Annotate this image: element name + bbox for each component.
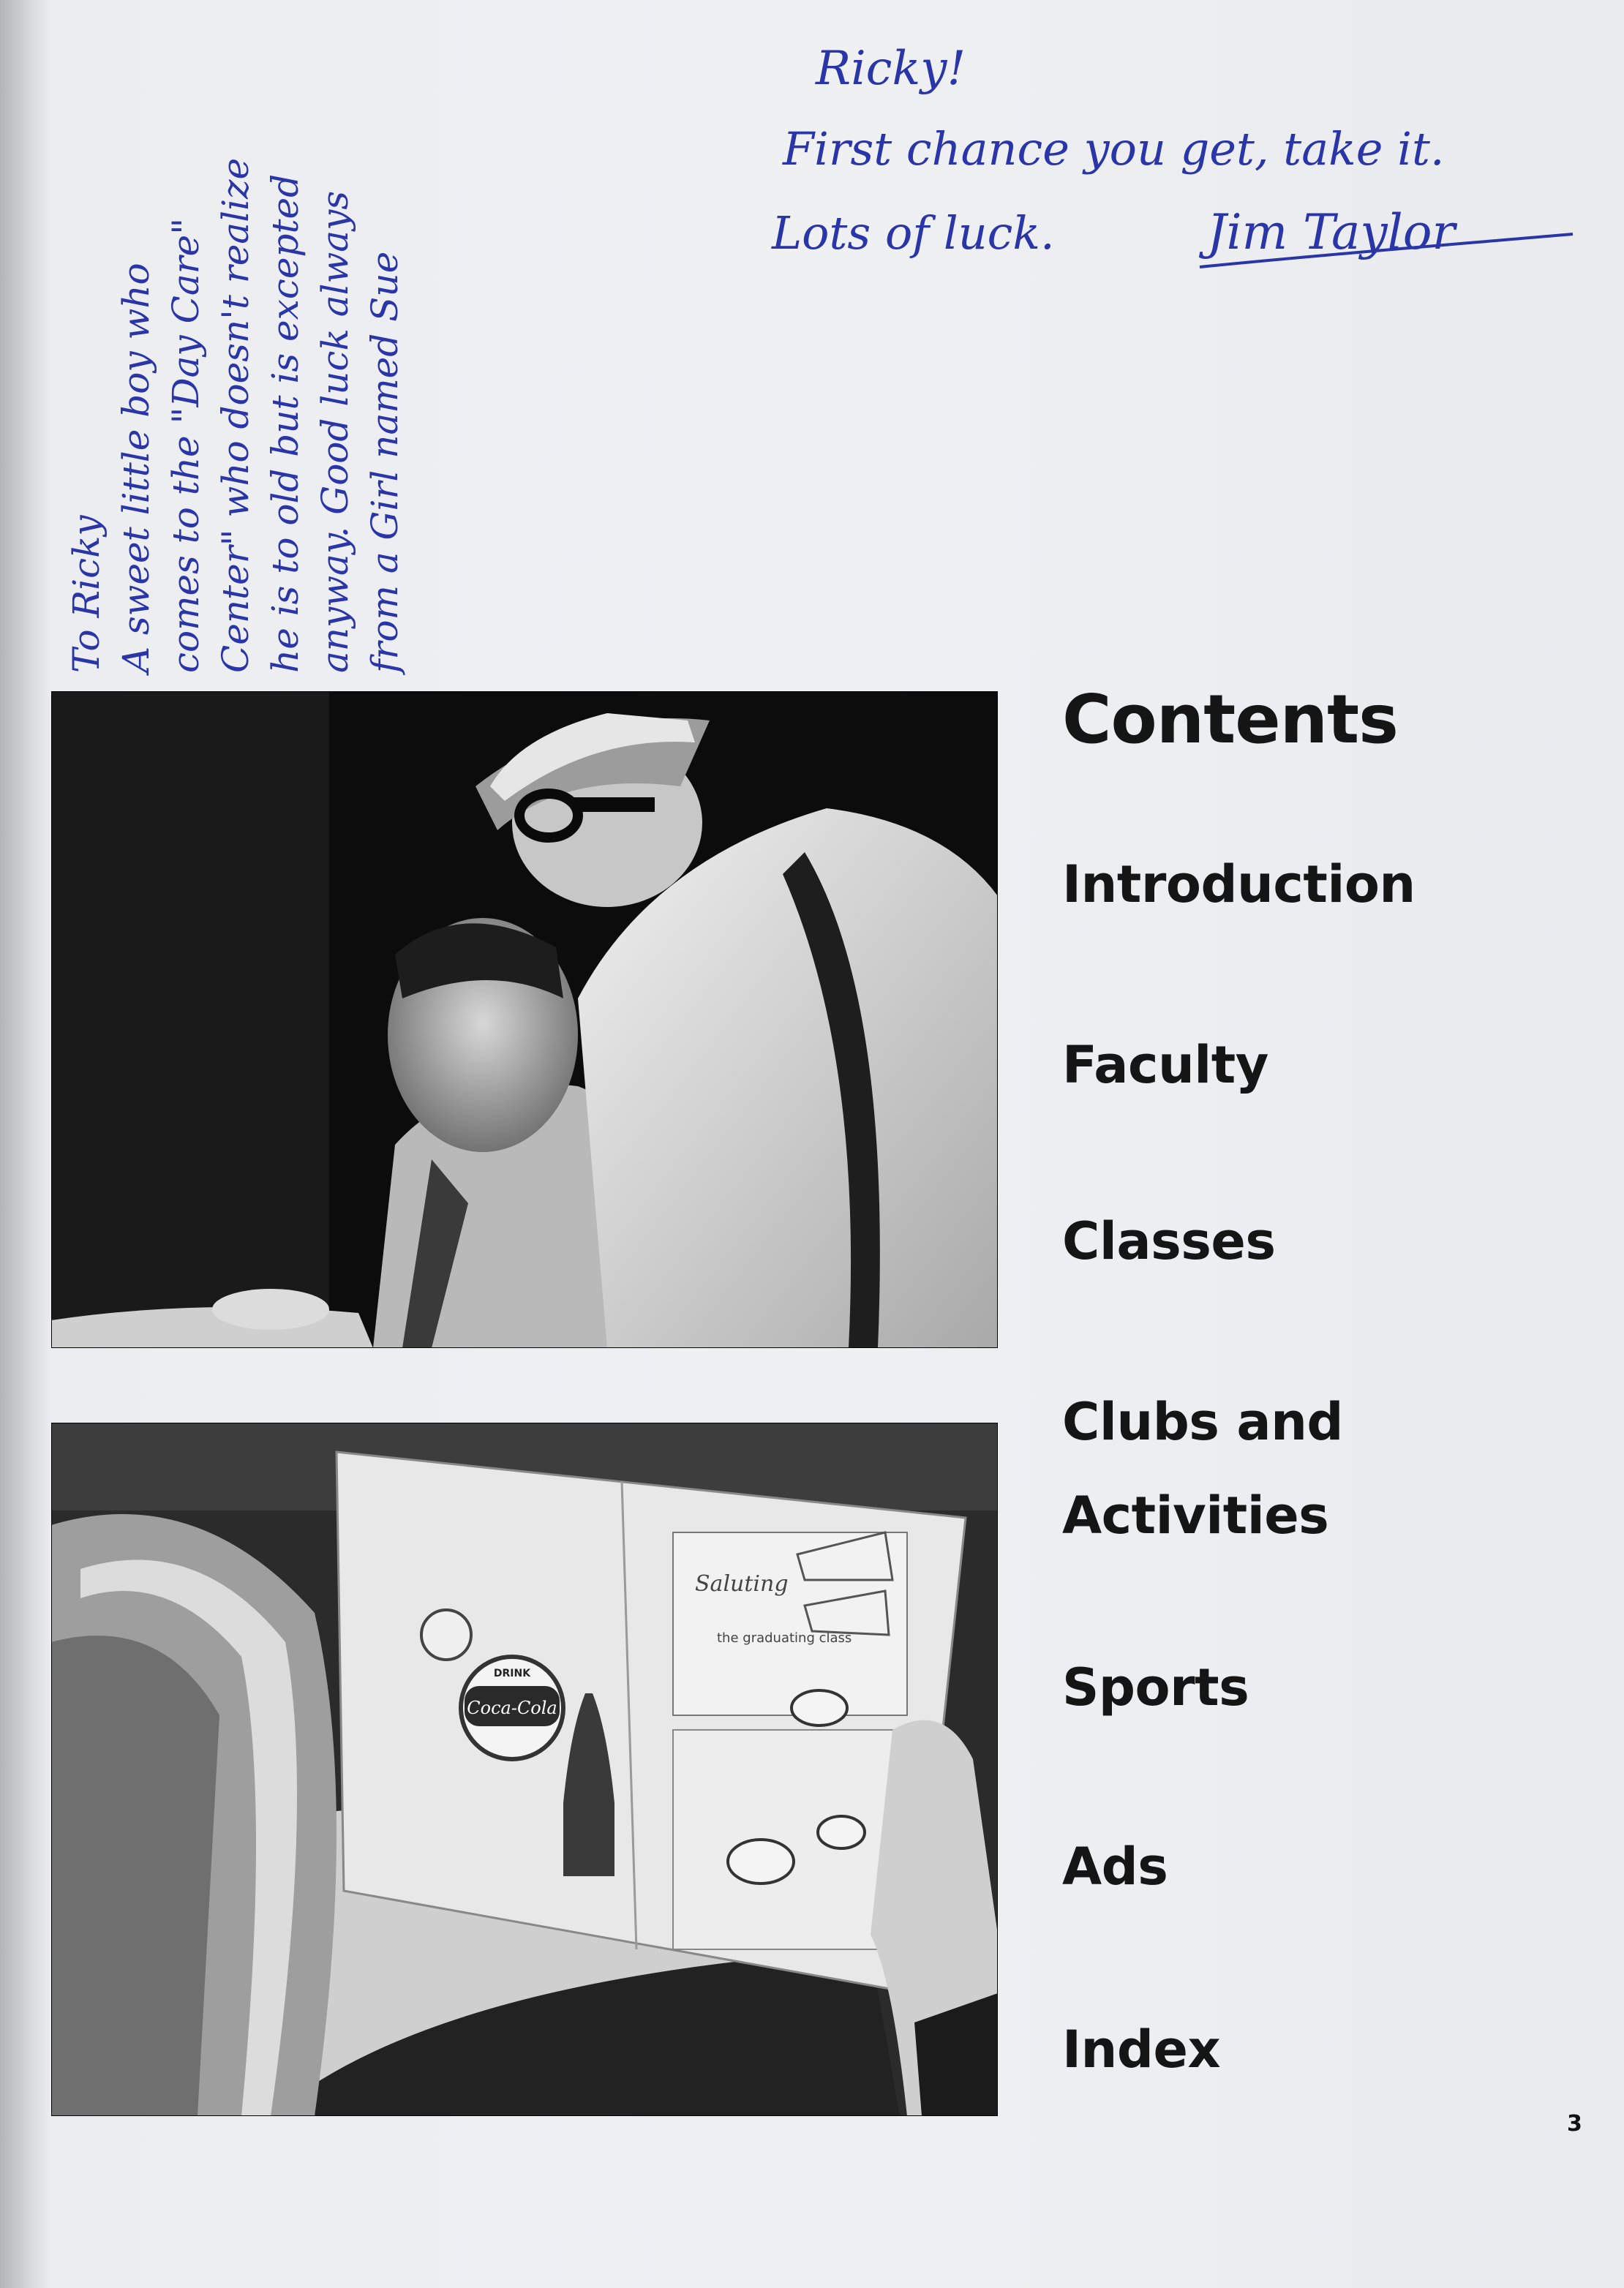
inscription-left-margin	[29, 29, 541, 688]
inscription-line: Lots of luck.	[772, 206, 1055, 260]
photo-coca-cola-ad	[51, 1423, 998, 2116]
toc-item-sports[interactable]: Sports	[1062, 1657, 1249, 1717]
photo-two-men-art	[51, 691, 998, 1348]
inscription-line: To Ricky	[65, 515, 108, 673]
toc-item-clubs-and[interactable]: Clubs and	[1062, 1392, 1344, 1452]
ad-drink-text: DRINK	[493, 1668, 531, 1679]
inscription-line: Center" who doesn't realize	[214, 157, 257, 673]
photo-two-men	[51, 691, 998, 1348]
inscription-top-right-svg	[761, 15, 1602, 293]
inscription-line: First chance you get, take it.	[783, 122, 1445, 176]
contents-title: Contents	[1062, 680, 1398, 759]
toc-item-classes[interactable]: Classes	[1062, 1211, 1276, 1271]
toc-item-activities[interactable]: Activities	[1062, 1486, 1329, 1546]
inscription-line: Ricky!	[816, 42, 966, 96]
inscription-line: he is to old but is excepted	[264, 173, 307, 673]
ad-coca-cola-logo: Coca-Cola	[467, 1698, 557, 1718]
inscription-line: comes to the "Day Care"	[165, 217, 207, 673]
inscription-line: anyway. Good luck always	[314, 190, 356, 673]
inscription-line: A sweet little boy who	[115, 263, 157, 673]
signature: Jim Taylor	[1207, 204, 1456, 260]
page-number: 3	[1567, 2111, 1582, 2137]
photo-coca-cola-ad-art	[51, 1423, 998, 2116]
toc-item-ads[interactable]: Ads	[1062, 1837, 1168, 1897]
toc-item-faculty[interactable]: Faculty	[1062, 1035, 1268, 1095]
inscription-left-svg	[29, 29, 541, 688]
inscription-line: from a Girl named Sue	[364, 251, 406, 673]
inscription-top-right	[761, 15, 1602, 293]
ad-graduating-text: the graduating class	[717, 1630, 852, 1646]
ad-saluting-text: Saluting	[695, 1571, 789, 1597]
toc-item-introduction[interactable]: Introduction	[1062, 854, 1416, 914]
toc-item-index[interactable]: Index	[1062, 2020, 1221, 2080]
